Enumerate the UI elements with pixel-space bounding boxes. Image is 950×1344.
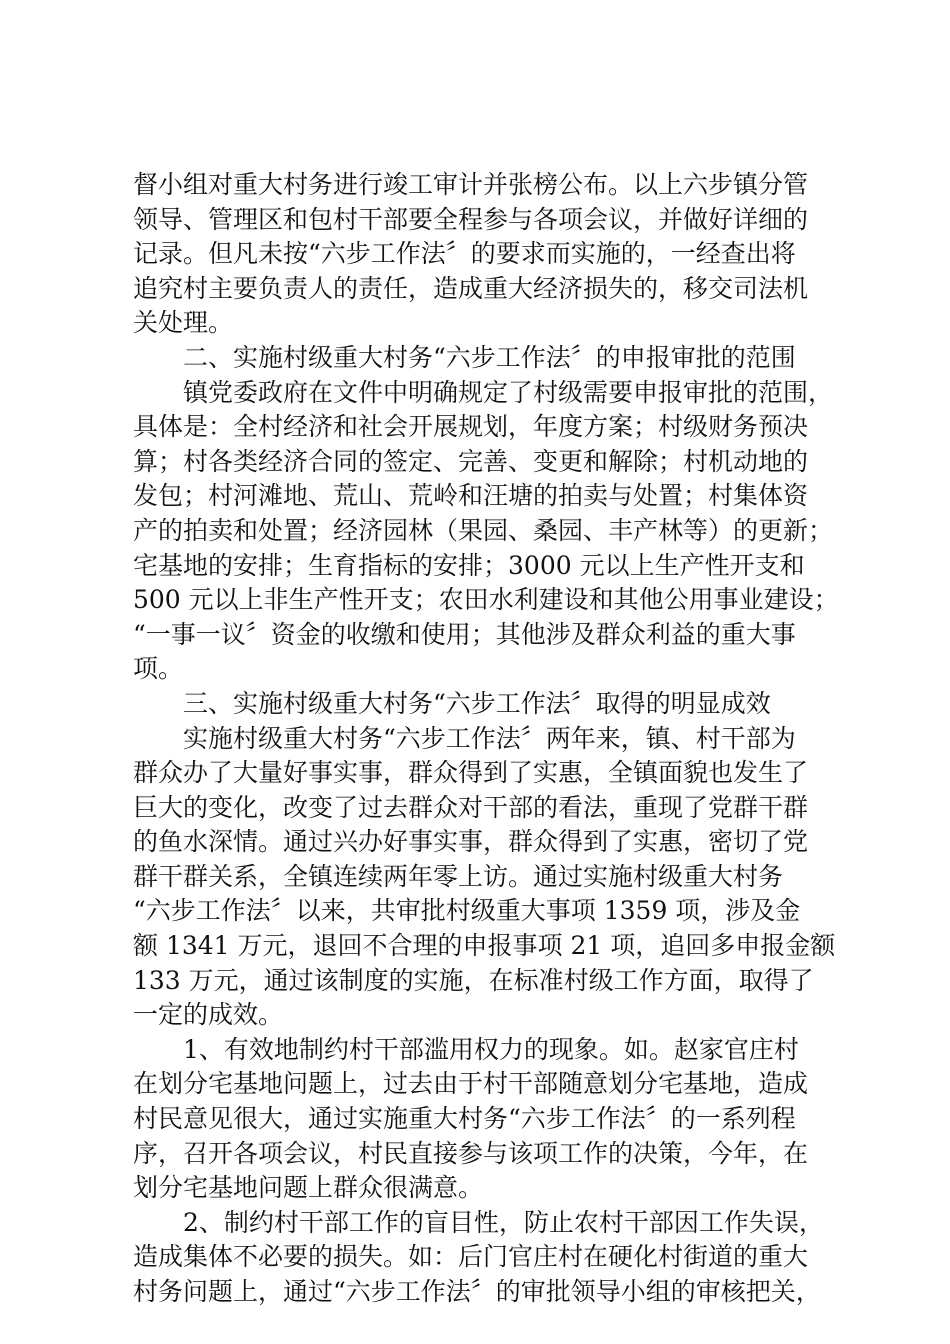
- list-item-2: 2、制约村干部工作的盲目性，防止农村干部因工作失误，: [133, 1207, 824, 1237]
- section-heading-2: 二、实施村级重大村务“六步工作法〞的申报审批的范围: [133, 342, 796, 372]
- text-line: 督小组对重大村务进行竣工审计并张榜公布。以上六步镇分管: [133, 170, 809, 199]
- text-line: 在划分宅基地问题上，过去由于村干部随意划分宅基地，造成: [133, 1069, 809, 1099]
- text-line: 具体是：全村经济和社会开展规划，年度方案；村级财务预决: [133, 412, 809, 442]
- text-line: 村民意见很大，通过实施重大村务“六步工作法〞的一系列程: [133, 1104, 796, 1134]
- text-line: 发包；村河滩地、荒山、荒岭和汪塘的拍卖与处置；村集体资: [133, 481, 809, 511]
- text-line: 一定的成效。: [133, 1000, 284, 1030]
- text-line: 镇党委政府在文件中明确规定了村级需要申报审批的范围，: [133, 377, 834, 407]
- text-line: 实施村级重大村务“六步工作法〞两年来，镇、村干部为: [133, 723, 796, 753]
- text-line: 500 元以上非生产性开支；农田水利建设和其他公用事业建设；: [133, 585, 839, 615]
- text-line: 133 万元，通过该制度的实施，在标准村级工作方面，取得了: [133, 965, 814, 995]
- text-line: 产的拍卖和处置；经济园林（果园、桑园、丰产林等）的更新；: [133, 515, 834, 545]
- text-line: 村务问题上，通过“六步工作法〞的审批领导小组的审核把关，: [133, 1277, 821, 1306]
- text-line: 关处理。: [133, 308, 234, 338]
- text-line: 造成集体不必要的损失。如：后门官庄村在硬化村街道的重大: [133, 1242, 809, 1272]
- text-line: 项。: [133, 654, 184, 684]
- text-line: 宅基地的安排；生育指标的安排；3000 元以上生产性开支和: [133, 550, 805, 580]
- text-line: 算；村各类经济合同的签定、完善、变更和解除；村机动地的: [133, 446, 809, 476]
- list-item-1: 1、有效地制约村干部滥用权力的现象。如。赵家官庄村: [133, 1034, 799, 1064]
- text-line: “六步工作法〞以来，共审批村级重大事项 1359 项，涉及金: [133, 896, 801, 926]
- text-line: “一事一议〞资金的收缴和使用；其他涉及群众利益的重大事: [133, 619, 796, 649]
- text-line: 记录。但凡未按“六步工作法〞的要求而实施的，一经查出将: [133, 239, 796, 269]
- text-line: 巨大的变化，改变了过去群众对干部的看法，重现了党群干群: [133, 792, 809, 822]
- text-line: 序，召开各项会议，村民直接参与该项工作的决策，今年，在: [133, 1138, 809, 1168]
- text-line: 群干群关系，全镇连续两年零上访。通过实施村级重大村务: [133, 861, 784, 891]
- text-line: 领导、管理区和包村干部要全程参与各项会议，并做好详细的: [133, 204, 809, 234]
- text-line: 追究村主要负责人的责任，造成重大经济损失的，移交司法机: [133, 273, 809, 303]
- text-line: 划分宅基地问题上群众很满意。: [133, 1173, 484, 1203]
- section-heading-3: 三、实施村级重大村务“六步工作法〞取得的明显成效: [133, 688, 771, 718]
- text-line: 群众办了大量好事实事，群众得到了实惠，全镇面貌也发生了: [133, 758, 809, 788]
- text-line: 额 1341 万元，退回不合理的申报事项 21 项，追回多申报金额: [133, 931, 836, 961]
- text-line: 的鱼水深情。通过兴办好事实事，群众得到了实惠，密切了党: [133, 827, 809, 857]
- document-body: [133, 168, 839, 1310]
